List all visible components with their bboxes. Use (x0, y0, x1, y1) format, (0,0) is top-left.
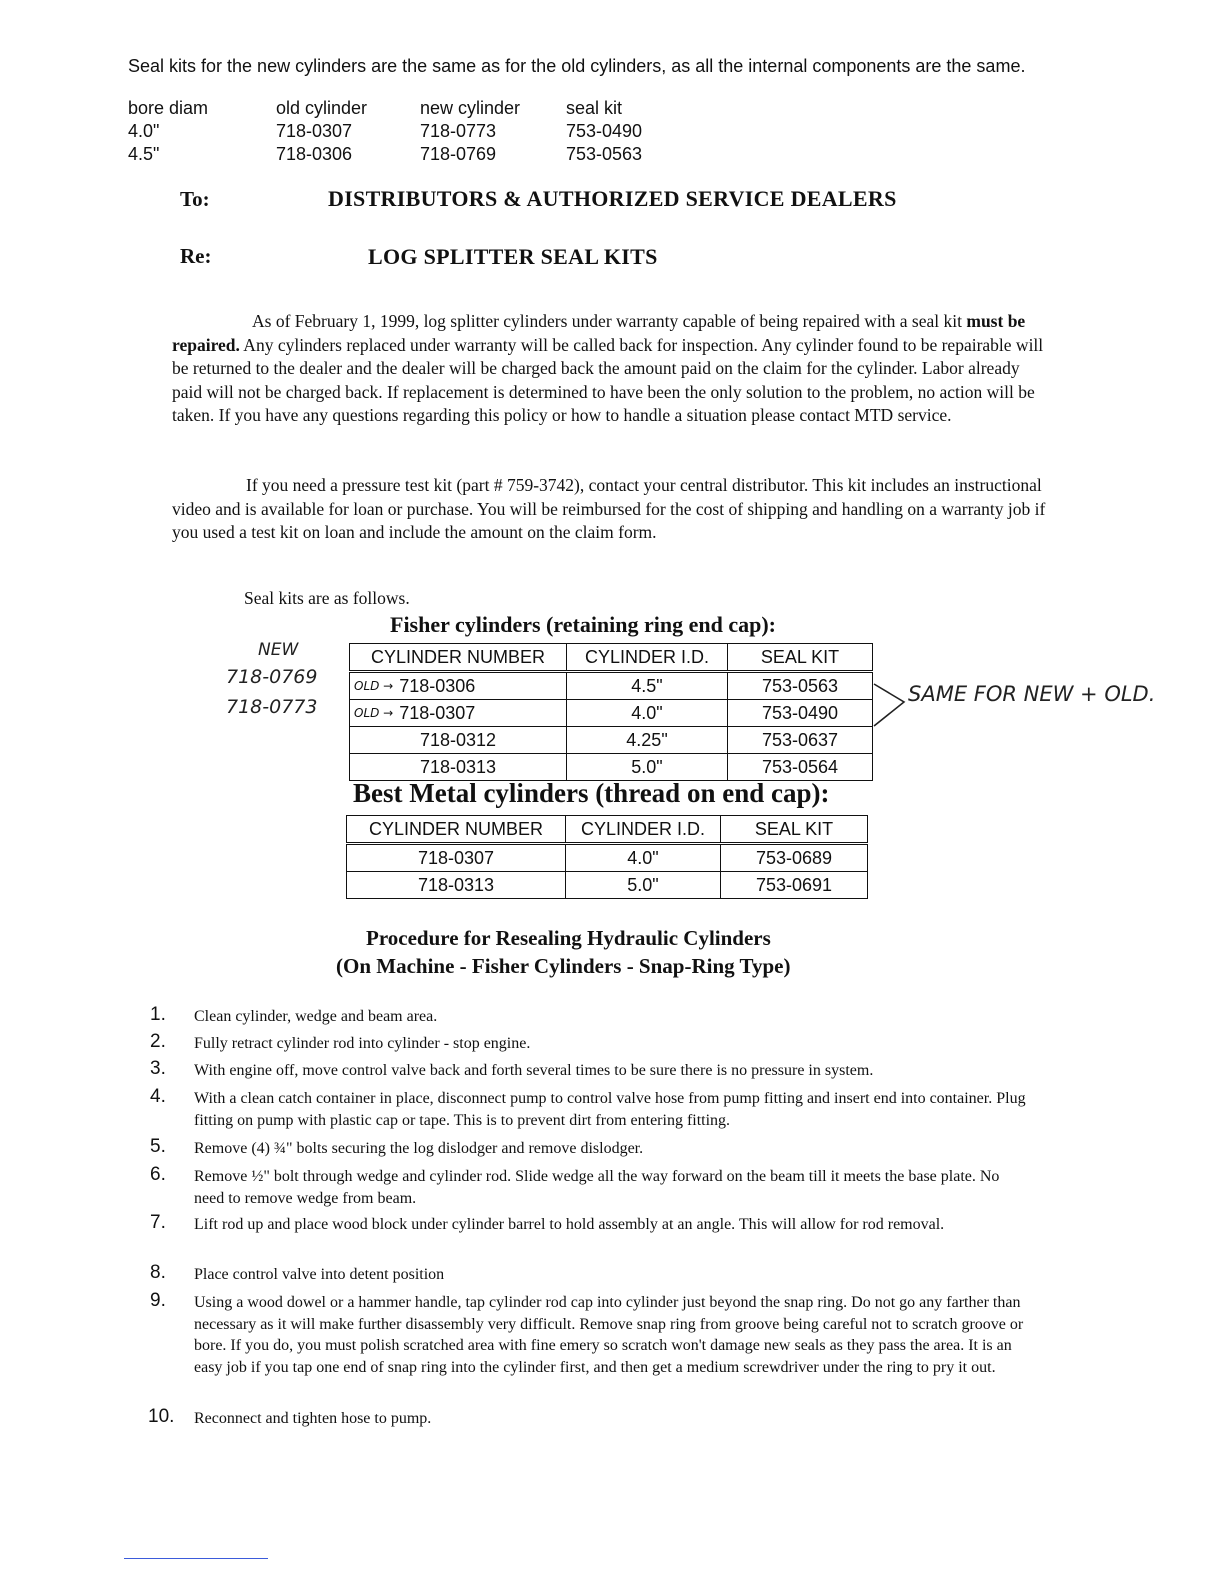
bore-cell: 718-0306 (276, 144, 353, 164)
cylinder-id-cell: 4.0" (567, 700, 728, 727)
step-number: 4. (150, 1086, 166, 1107)
column-header: SEAL KIT (721, 816, 868, 844)
step-number: 1. (150, 1004, 166, 1025)
column-header: CYLINDER I.D. (566, 816, 721, 844)
procedure-title-line2: (On Machine - Fisher Cylinders - Snap-Ring Type) (336, 954, 791, 978)
cylinder-id-cell: 5.0" (567, 754, 728, 781)
seal-kit-cell: 753-0637 (728, 727, 873, 754)
bore-cell: 718-0769 (420, 144, 497, 164)
bore-cell: 718-0773 (420, 121, 497, 141)
seal-kit-cell: 753-0490 (728, 700, 873, 727)
fisher-table (349, 643, 873, 781)
bore-cell: 718-0307 (276, 121, 353, 141)
step-text: Place control valve into detent position (194, 1266, 445, 1283)
bore-cell: 4.0" (128, 121, 160, 141)
bore-cell: 753-0563 (566, 144, 643, 164)
procedure-title-line1: Procedure for Resealing Hydraulic Cylinders (366, 926, 771, 950)
bore-header-cell: old cylinder (276, 98, 368, 118)
handwritten-same-note: SAME FOR NEW + OLD. (908, 682, 1156, 706)
step-text: Reconnect and tighten hose to pump. (194, 1410, 432, 1427)
best-metal-table-title: Best Metal cylinders (thread on end cap): (353, 778, 830, 808)
footer-rule (124, 1558, 268, 1559)
step-text: Fully retract cylinder rod into cylinder - stop engine. (194, 1035, 531, 1052)
bore-header-cell: seal kit (566, 98, 623, 118)
step-number: 9. (150, 1290, 166, 1311)
cylinder-number-cell: 718-0313 (350, 754, 567, 781)
paragraph1-bold: must be repaired. (172, 311, 1026, 355)
seal-kit-cell: 753-0691 (721, 872, 868, 899)
bore-cell: 753-0490 (566, 121, 643, 141)
table-header-row (347, 816, 868, 844)
bore-header-cell: new cylinder (420, 98, 521, 118)
handwritten-new-number-2: 718-0773 (226, 696, 318, 718)
intro-note: Seal kits for the new cylinders are the same as for the old cylinders, as all the internal components are the same. (128, 56, 1026, 76)
to-label: To: (180, 187, 210, 211)
paragraph1-before: As of February 1, 1999, log splitter cylinders under warranty capable of being repaired with a seal kit (252, 311, 967, 331)
table-row (350, 727, 873, 754)
seal-kit-cell: 753-0564 (728, 754, 873, 781)
cylinder-number-cell: 718-0313 (347, 872, 566, 899)
step-number: 7. (150, 1212, 166, 1233)
seal-kits-intro: Seal kits are as follows. (244, 588, 410, 608)
cylinder-id-cell: 4.25" (567, 727, 728, 754)
step-number: 5. (150, 1136, 166, 1157)
paragraph1-after: Any cylinders replaced under warranty will be called back for inspection. Any cylinder found to be repairable will be returned to the dealer and the dealer will be charged back the amount paid on the claim for the cylinder. Labor already paid will not be charged back. If replacement is determined to have been the only solution to the problem, no action will be taken. If you have any questions regarding this policy or how to handle a situation please contact MTD service. (172, 334, 1044, 425)
paragraph2-text: If you need a pressure test kit (part # 759-3742), contact your central distributor. This kit includes an instructional video and is available for loan or purchase. You will be reimbursed for the cost of shipping and handling on a warranty job if you used a test kit on loan and include the amount on the claim form. (172, 475, 1046, 542)
cylinder-id-cell: 5.0" (566, 872, 721, 899)
step-number: 8. (150, 1262, 166, 1283)
bracket-arrow-icon (872, 682, 912, 730)
step-number: 2. (150, 1031, 166, 1052)
step-number: 3. (150, 1058, 166, 1079)
step-number: 6. (150, 1164, 166, 1185)
fisher-table-title: Fisher cylinders (retaining ring end cap): (390, 612, 777, 637)
test-kit-paragraph (172, 474, 1052, 545)
column-header: CYLINDER NUMBER (350, 644, 567, 672)
table-row (347, 872, 868, 899)
to-value: DISTRIBUTORS & AUTHORIZED SERVICE DEALERS (328, 186, 897, 211)
cylinder-number-cell: 718-0307 (347, 844, 566, 872)
bore-cell: 4.5" (128, 144, 160, 164)
step-text: Using a wood dowel or a hammer handle, tap cylinder rod cap into cylinder just beyond the snap ring. Do not go any farther than necessary as it will make further disassembly very difficult. Remove snap ring from groove being careful not to scratch groove or bore. If you do, you must polish scratched area with fine emery so scratch won't damage new seals as they pass the area. It is an easy job if you tap one end of snap ring into the cylinder first, and then get a medium screwdriver under the ring to pry it out. (194, 1294, 1024, 1376)
column-header: CYLINDER NUMBER (347, 816, 566, 844)
step-text: Remove ½" bolt through wedge and cylinder rod. Slide wedge all the way forward on the beam till it meets the base plate. No need to remove wedge from beam. (194, 1168, 1000, 1207)
table-row (350, 754, 873, 781)
bore-header-cell: bore diam (128, 98, 209, 118)
handwritten-new-number-1: 718-0769 (226, 666, 318, 688)
table-row (350, 700, 873, 727)
old-mark: OLD → (354, 679, 394, 693)
re-label: Re: (180, 244, 212, 268)
table-header-row (350, 644, 873, 672)
cylinder-number-cell (350, 672, 567, 700)
table-row (347, 844, 868, 872)
cylinder-number: 718-0307 (399, 702, 476, 723)
step-text: With engine off, move control valve back and forth several times to be sure there is no pressure in system. (194, 1062, 874, 1079)
cylinder-number: 718-0306 (399, 675, 476, 696)
cylinder-id-cell: 4.0" (566, 844, 721, 872)
warranty-paragraph (172, 310, 1052, 428)
step-text: Remove (4) ¾" bolts securing the log dislodger and remove dislodger. (194, 1140, 644, 1157)
step-number: 10. (148, 1406, 175, 1427)
table-row (350, 672, 873, 700)
step-text: With a clean catch container in place, disconnect pump to control valve hose from pump fitting and insert end into container. Plug fitting on pump with plastic cap or tape. This is to prevent dirt from entering fitting. (194, 1090, 1026, 1129)
step-text: Lift rod up and place wood block under cylinder barrel to hold assembly at an angle. This will allow for rod removal. (194, 1216, 945, 1233)
column-header: CYLINDER I.D. (567, 644, 728, 672)
column-header: SEAL KIT (728, 644, 873, 672)
cylinder-number-cell (350, 700, 567, 727)
re-value: LOG SPLITTER SEAL KITS (368, 244, 658, 269)
handwritten-new-label: NEW (258, 640, 299, 660)
cylinder-id-cell: 4.5" (567, 672, 728, 700)
old-mark: OLD → (354, 706, 394, 720)
seal-kit-cell: 753-0689 (721, 844, 868, 872)
seal-kit-cell: 753-0563 (728, 672, 873, 700)
best-metal-table (346, 815, 868, 899)
step-text: Clean cylinder, wedge and beam area. (194, 1008, 438, 1025)
cylinder-number-cell: 718-0312 (350, 727, 567, 754)
